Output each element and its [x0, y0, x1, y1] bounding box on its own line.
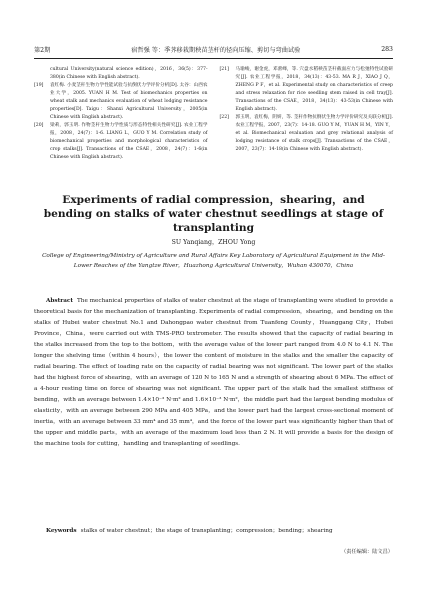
- keywords-block: [34, 526, 393, 537]
- editor-note: （责任编辑：陆文昌）: [341, 549, 393, 555]
- affiliation: College of Engineering/Ministry of Agriculture and Rural Affairs Key Laboratory of Agricultural Equipment in the Mid-Lower Reaches of the Yangtze River，Huazhong Agricultural University，Wuhan 430070，China: [42, 253, 385, 269]
- issue-number: 第2期: [34, 46, 51, 54]
- reference-item: [34, 122, 208, 162]
- reference-item: [34, 82, 208, 122]
- keywords-label: Keywords: [46, 528, 77, 534]
- reference-text: 梁莉，郭玉明. 作物茎秆生物力学性质与形态特性相关性研究[J]. 农业工程学报，2008，24(7)：1-6. LIANG L，GUO Y M. Correlation study of biomechanical properties and morphological characteristics of crop stalks[J]. Transactions of the CSAE，2008，24(7)：1-6(in Chinese with English abstract).: [50, 123, 208, 160]
- reference-number: [21]: [219, 67, 229, 72]
- header-rule: [34, 58, 393, 59]
- abstract-block: [34, 296, 393, 450]
- reference-item: [220, 114, 394, 154]
- running-header: [34, 43, 393, 55]
- reference-number: [19]: [34, 83, 44, 88]
- reference-text: 马瑜峻，谢金虎，邓蕾峰，等. 穴盘水稻秧苗茎秆截面应力与松弛特性试验研究[J]. 农业工程学报，2018，34(13)：43-53. MA R J，XIAO J Q，ZHENG P F，et al. Experimental study on characteristics of creep and stress relaxation for rice seedling stem raised in cell tray[J]. Transactions of the CSAE，2018，34(13)：43-53(in Chinese with English abstract).: [235, 67, 393, 112]
- reference-text: 袁红梅. 小麦茎秆生物力学性能试验与抗倒伏力学评价分析[D]. 太谷：山西农业大学，2005. YUAN H M. Test of biomechanics properties on wheat stalk and mechanics evaluation of wheat lodging resistance properties[D]. Taigu：Shanxi Agricultural University，2005(in Chinese with English abstract).: [50, 83, 208, 120]
- reference-item: [34, 66, 208, 82]
- references-section: [34, 66, 393, 184]
- abstract-label: Abstract: [46, 298, 73, 304]
- authors: SU Yanqiang，ZHOU Yong: [171, 239, 256, 246]
- page-number: 283: [381, 45, 393, 53]
- reference-number: [22]: [219, 115, 229, 120]
- reference-number: [20]: [34, 123, 44, 128]
- running-title: 宿哲强 等：季荠移栽期秧苗茎杆的径向压缩、剪切与弯曲试验: [131, 46, 301, 54]
- reference-number: [34, 66, 50, 82]
- reference-text: 郭玉明，袁红梅，阴妍，等. 茎秆作物抗倒伏生物力学评价研究及关联分析[J]. 农业工程学报，2007，23(7)：14-18. GUO Y M，YUAN H M，YIN Y，et al. Biomechanical evaluation and grey relational analysis of lodging resistance of stalk crops[J]. Transactions of the CSAE，2007，23(7)：14-18(in Chinese with English abstract).: [235, 115, 393, 152]
- reference-item: [220, 66, 394, 114]
- reference-text: cultural University(natural science edition)，2016，36(5)：377-380(in Chinese with English abstract).: [50, 67, 208, 80]
- references-right-column: [220, 66, 394, 184]
- keywords-text: stalks of water chestnut；the stage of transplanting；compression；bending；shearing: [80, 528, 333, 534]
- abstract-text: The mechanical properties of stalks of water chestnut at the stage of transplanting were studied to provide a theoretical basis for the mechanization of transplanting. Experiments of radial compression，shearing，and bending on the stalks of Hubei water chestnut No.1 and Dahongpao water chestnut from Tuanfeng County，Huanggang City，Hubei Province，China，were carried out with TMS-PRO textrometer. The results showed that the capacity of radial bearing in the stalks increased from the top to the bottom，with the average value of the lower part ranged from 4.0 N to 4.1 N. The longer the shelving time（within 4 hours），the lower the content of moisture in the stalks and the smaller the capacity of radial bearing. The effect of loading rate on the capacity of radial bearing was not significant. The lower part of the stalks had the highest force of shearing，with an average of 120 N to 165 N and a strength of shearing about 6 MPa. The effect of a 4-hour resting time on force of shearing was not significant. The upper part of the stalk had the smallest stiffness of bending，with an average between 1.4×10⁻³ N·m² and 1.6×10⁻³ N·m²，the middle part had the largest bending modulus of elasticity，with an average between 290 MPa and 405 MPa，and the lower part had the largest cross-sectional moment of inertia，with an average between 33 mm⁴ and 35 mm⁴，and the force of the lower part was significantly higher than that of the upper and middle parts，with an average of the maximum load less than 2 N. It will provide a basis for the design of the machine tools for cutting，handling and transplanting of seedlings.: [34, 298, 393, 447]
- references-left-column: [34, 66, 208, 184]
- english-title: Experiments of radial compression，shearing，and bending on stalks of water chestnut seedlings at stage of transplanting: [43, 194, 384, 234]
